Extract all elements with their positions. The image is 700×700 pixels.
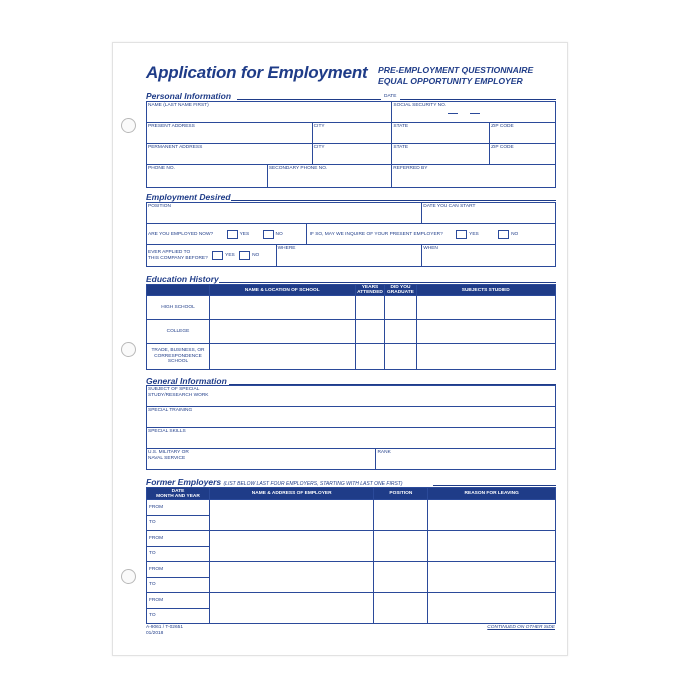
permanent-address-field[interactable]: [147, 144, 313, 165]
special-study-label: SUBJECT OF SPECIAL STUDY/RESEARCH WORK: [148, 387, 209, 398]
binder-hole: [121, 118, 136, 133]
rank-label: RANK: [377, 450, 391, 455]
employer-cell[interactable]: [209, 593, 373, 624]
special-training-label: SPECIAL TRAINING: [148, 408, 193, 413]
position-cell[interactable]: [374, 593, 428, 624]
graduate-cell[interactable]: [385, 296, 416, 320]
present-zip-field[interactable]: [490, 123, 556, 144]
years-cell[interactable]: [355, 320, 385, 344]
applied-before-label: EVER APPLIED TO: [148, 250, 191, 255]
phone-row: [147, 165, 556, 188]
to-label: TO: [149, 520, 156, 526]
ssn-field[interactable]: [392, 102, 556, 123]
employer-cell[interactable]: [209, 500, 373, 531]
form-subtitle-eoe: EQUAL OPPORTUNITY EMPLOYER: [378, 76, 523, 86]
subjects-cell[interactable]: [416, 344, 556, 370]
form-title: Application for Employment: [146, 63, 368, 82]
start-date-label: DATE YOU CAN START: [423, 204, 476, 209]
present-city-field[interactable]: [312, 123, 392, 144]
inquire-no-checkbox[interactable]: [498, 230, 509, 239]
where-label: WHERE: [277, 246, 296, 251]
school-name-cell[interactable]: [209, 320, 355, 344]
to-label: TO: [149, 613, 156, 619]
phone-field[interactable]: [147, 165, 267, 187]
applied-yes-checkbox[interactable]: [212, 251, 223, 260]
section-rule: [231, 200, 556, 201]
inquire-yes-checkbox[interactable]: [456, 230, 467, 239]
reason-cell[interactable]: [428, 531, 556, 562]
employer-cell[interactable]: [209, 562, 373, 593]
state-label: STATE: [393, 145, 409, 150]
state-label: STATE: [393, 124, 409, 129]
from-label: FROM: [149, 566, 164, 572]
applied-no-checkbox[interactable]: [239, 251, 250, 260]
zip-label: ZIP CODE: [491, 145, 514, 150]
to-date-field[interactable]: [147, 546, 210, 562]
ssn-label: SOCIAL SECURITY NO.: [393, 103, 447, 108]
col-employer-name-address: NAME & ADDRESS OF EMPLOYER: [209, 488, 373, 500]
special-skills-field[interactable]: [147, 428, 556, 449]
continued-note: CONTINUED ON OTHER SIDE: [487, 625, 555, 630]
education-row-label: COLLEGE: [147, 320, 210, 344]
permanent-zip-field[interactable]: [490, 144, 556, 165]
phone-label: PHONE NO.: [148, 166, 175, 171]
date-label: DATE: [384, 94, 397, 99]
binder-hole: [121, 342, 136, 357]
present-address-field[interactable]: [147, 123, 313, 144]
from-label: FROM: [149, 504, 164, 510]
section-title-personal: Personal Information: [146, 91, 232, 101]
when-field[interactable]: [422, 245, 556, 267]
general-info-table: [146, 385, 556, 470]
from-date-field[interactable]: [147, 531, 210, 547]
from-date-field[interactable]: [147, 562, 210, 578]
col-graduate: DID YOU GRADUATE: [385, 285, 416, 296]
education-row-label: HIGH SCHOOL: [147, 296, 210, 320]
position-cell[interactable]: [374, 500, 428, 531]
col-subjects-studied: SUBJECTS STUDIED: [416, 285, 556, 296]
present-address-label: PRESENT ADDRESS: [148, 124, 195, 129]
school-name-cell[interactable]: [209, 344, 355, 370]
employment-desired-table: [146, 202, 556, 267]
special-training-field[interactable]: [147, 407, 556, 428]
section-title-employment: Employment Desired: [146, 192, 231, 202]
binder-hole: [121, 569, 136, 584]
present-state-field[interactable]: [392, 123, 490, 144]
no-label: NO: [511, 231, 519, 237]
subjects-cell[interactable]: [416, 320, 556, 344]
graduate-cell[interactable]: [385, 320, 416, 344]
employed-no-checkbox[interactable]: [263, 230, 274, 239]
education-row-label: TRADE, BUSINESS, OR CORRESPONDENCE SCHOOL: [147, 344, 210, 370]
permanent-state-field[interactable]: [392, 144, 490, 165]
applied-before-label-2: THIS COMPANY BEFORE?: [148, 255, 208, 261]
yes-label: YES: [225, 252, 235, 258]
no-label: NO: [252, 252, 260, 258]
employed-now-row: [147, 224, 556, 245]
secondary-phone-label: SECONDARY PHONE NO.: [268, 166, 328, 171]
military-label: U.S. MILITARY OR NAVAL SERVICE: [148, 450, 189, 461]
school-name-cell[interactable]: [209, 296, 355, 320]
employed-yes-checkbox[interactable]: [227, 230, 238, 239]
section-title-former-employers: Former Employers (LIST BELOW LAST FOUR EMPLOYERS, STARTING WITH LAST ONE FIRST): [146, 477, 403, 487]
no-label: NO: [275, 231, 283, 237]
personal-info-table: [146, 101, 556, 188]
col-date: DATE MONTH AND YEAR: [147, 488, 210, 500]
name-field[interactable]: [147, 102, 392, 123]
from-date-field[interactable]: [147, 593, 210, 609]
where-field[interactable]: [276, 245, 422, 267]
yes-label: YES: [239, 231, 250, 237]
col-years-attended: YEARS ATTENDED: [355, 285, 385, 296]
date-field-line[interactable]: [400, 99, 556, 100]
zip-label: ZIP CODE: [491, 124, 514, 129]
start-date-field[interactable]: [422, 203, 556, 224]
col-school-name: NAME & LOCATION OF SCHOOL: [209, 285, 355, 296]
position-cell[interactable]: [374, 562, 428, 593]
position-field[interactable]: [147, 203, 422, 224]
special-skills-label: SPECIAL SKILLS: [148, 429, 186, 434]
subjects-cell[interactable]: [416, 296, 556, 320]
name-label: NAME (LAST NAME FIRST): [148, 103, 209, 108]
city-label: CITY: [313, 124, 325, 129]
city-label: CITY: [313, 145, 325, 150]
secondary-phone-field[interactable]: [267, 165, 391, 187]
employed-now-label: ARE YOU EMPLOYED NOW?: [148, 231, 214, 237]
years-cell[interactable]: [355, 296, 385, 320]
rank-field[interactable]: [376, 449, 556, 470]
form-date-code: 01/2018: [146, 631, 164, 636]
former-employers-table: [146, 487, 556, 624]
yes-label: YES: [469, 231, 479, 237]
from-date-field[interactable]: [147, 500, 210, 516]
form-subtitle-questionnaire: PRE-EMPLOYMENT QUESTIONNAIRE: [378, 65, 534, 75]
section-rule: [433, 485, 556, 486]
reason-cell[interactable]: [428, 500, 556, 531]
col-reason-leaving: REASON FOR LEAVING: [428, 488, 556, 500]
education-corner-header: [147, 285, 210, 296]
to-label: TO: [149, 582, 156, 588]
from-label: FROM: [149, 535, 164, 541]
education-table: [146, 284, 556, 370]
former-employers-note: (LIST BELOW LAST FOUR EMPLOYERS, STARTING WITH LAST ONE FIRST): [223, 481, 403, 487]
col-position: POSITION: [374, 488, 428, 500]
position-cell[interactable]: [374, 531, 428, 562]
when-label: WHEN: [423, 246, 438, 251]
to-date-field[interactable]: [147, 608, 210, 624]
special-study-field[interactable]: [147, 386, 556, 407]
graduate-cell[interactable]: [385, 344, 416, 370]
inquire-label: IF SO, MAY WE INQUIRE OF YOUR PRESENT EMPLOYER?: [309, 231, 443, 237]
section-title-general: General Information: [146, 376, 227, 386]
form-code: A-9061 / T-02651: [146, 625, 183, 630]
to-date-field[interactable]: [147, 577, 210, 593]
section-rule: [237, 99, 381, 100]
referred-by-label: REFERRED BY: [393, 166, 428, 171]
permanent-address-label: PERMANENT ADDRESS: [148, 145, 203, 150]
employer-cell[interactable]: [209, 531, 373, 562]
military-field[interactable]: [147, 449, 376, 470]
to-date-field[interactable]: [147, 515, 210, 531]
position-label: POSITION: [148, 204, 171, 209]
referred-by-field[interactable]: [392, 165, 555, 187]
years-cell[interactable]: [355, 344, 385, 370]
permanent-city-field[interactable]: [312, 144, 392, 165]
application-form-sheet: [112, 42, 568, 656]
reason-cell[interactable]: [428, 593, 556, 624]
section-title-education: Education History: [146, 274, 219, 284]
to-label: TO: [149, 551, 156, 557]
section-rule: [219, 282, 556, 283]
from-label: FROM: [149, 597, 164, 603]
reason-cell[interactable]: [428, 562, 556, 593]
